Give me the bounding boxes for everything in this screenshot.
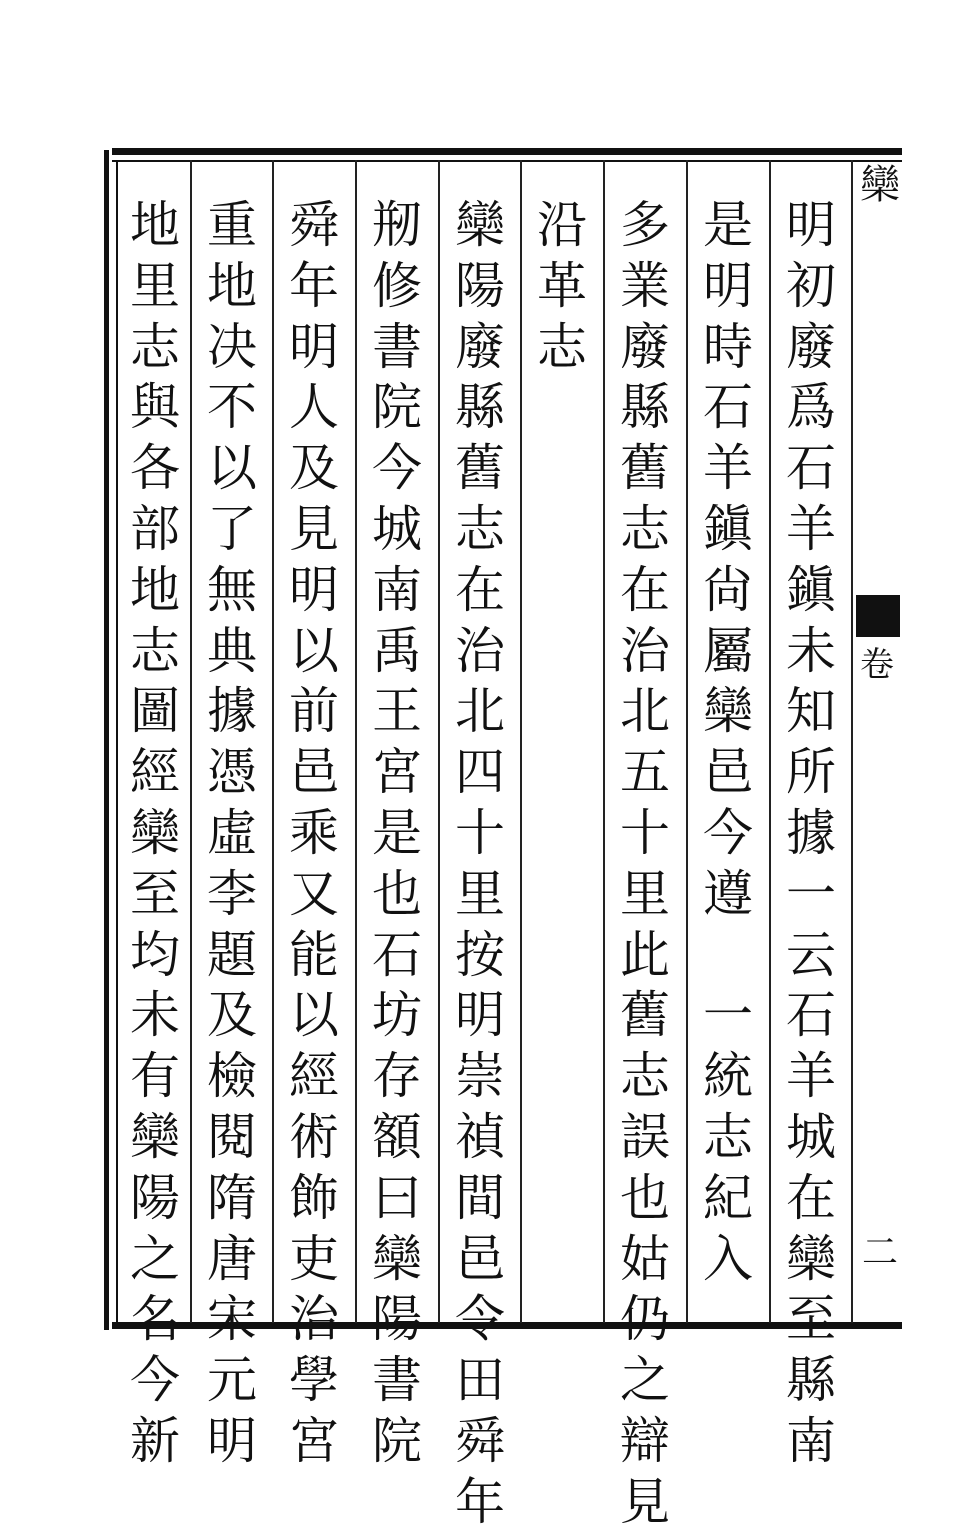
column-char: 欒 [786,1229,836,1288]
column-char: 志 [455,499,505,558]
column-char: 據 [207,682,257,741]
column-char: 崇 [455,1047,505,1106]
column-char: 今 [703,803,753,862]
column-char: 縣 [620,378,670,437]
column-char: 里 [620,864,670,923]
column-char: 院 [372,1411,422,1470]
column-char: 經 [130,743,180,802]
column-char: 人 [289,378,339,437]
column-char: 禹 [372,621,422,680]
column-char: 志 [130,621,180,680]
column-char: 此 [620,925,670,984]
column-char: 紀 [703,1168,753,1227]
column-rule [272,160,274,1323]
column-char: 據 [786,803,836,862]
column-char: 今 [130,1351,180,1410]
column-char: 地 [130,196,180,254]
column-char: 了 [207,499,257,558]
column-char: 欒 [130,803,180,862]
frame-left-inner-border [116,160,118,1325]
margin-volume-char: 卷 [860,645,894,685]
column-char: 及 [207,986,257,1045]
frame-top-inner-border [112,160,902,162]
column-char: 入 [703,1229,753,1288]
column-rule [190,160,192,1323]
column-char: 部 [130,499,180,558]
column-char: 唐 [207,1229,257,1288]
column-char: 北 [455,682,505,741]
column-char: 隋 [207,1168,257,1227]
column-char: 鎭 [786,560,836,619]
column-char: 沿 [537,196,587,254]
column-char: 閱 [207,1107,257,1166]
column-char: 至 [130,864,180,923]
column-rule [603,160,605,1323]
column-char: 縣 [455,378,505,437]
column-char: 城 [786,1107,836,1166]
column-char: 存 [372,1047,422,1106]
column-rule [851,160,853,1323]
column-char: 革 [537,256,587,315]
column-char: 書 [372,317,422,376]
column-char: 王 [372,682,422,741]
column-char: 羊 [786,499,836,558]
column-char: 屬 [703,621,753,680]
text-column-2 [693,196,763,1294]
column-char: 初 [786,256,836,315]
column-char: 書 [372,1351,422,1410]
column-char: 禎 [455,1107,505,1166]
column-char: 新 [130,1411,180,1470]
frame-left-border [104,150,109,1330]
column-char: 廢 [455,317,505,376]
column-char: 宋 [207,1290,257,1349]
column-char: 明 [289,560,339,619]
column-rule [520,160,522,1323]
column-char: 重 [207,196,257,254]
column-char: 欒 [703,682,753,741]
column-char: 舊 [620,986,670,1045]
column-char: 明 [289,317,339,376]
column-char: 誤 [620,1107,670,1166]
column-char: 各 [130,439,180,498]
column-char: 五 [620,743,670,802]
column-char: 今 [372,439,422,498]
column-char: 均 [130,925,180,984]
column-char: 典 [207,621,257,680]
column-char: 邑 [289,743,339,802]
column-char: 廢 [620,317,670,376]
column-char: 以 [207,439,257,498]
column-char: 陽 [130,1168,180,1227]
column-char: 題 [207,925,257,984]
column-char: 縣 [786,1351,836,1410]
text-column-4 [527,196,597,382]
column-char: 遵 [703,864,753,923]
column-char: 年 [289,256,339,315]
text-column-1 [776,196,846,1477]
column-char: 北 [620,682,670,741]
column-char: 宮 [289,1411,339,1470]
column-char: 舜 [289,196,339,254]
column-char: 志 [537,317,587,376]
column-char: 欒 [372,1229,422,1288]
column-char: 田 [455,1351,505,1410]
column-char: 在 [620,560,670,619]
column-char: 志 [620,499,670,558]
column-char: 元 [207,1351,257,1410]
column-char: 一 [786,864,836,923]
text-column-3 [610,196,680,1538]
column-char: 志 [703,1107,753,1166]
column-char: 城 [372,499,422,558]
column-char: 陽 [455,256,505,315]
column-char: 姑 [620,1229,670,1288]
column-char: 檢 [207,1047,257,1106]
column-char: 也 [372,864,422,923]
column-rule [355,160,357,1323]
column-char: 邑 [703,743,753,802]
column-char: 也 [620,1168,670,1227]
column-char: 見 [289,499,339,558]
margin-title-char: 欒 [860,162,900,208]
column-char: 年 [455,1472,505,1531]
column-char: 經 [289,1047,339,1106]
column-char: 里 [130,256,180,315]
column-char: 飾 [289,1168,339,1227]
column-char: 鎭 [703,499,753,558]
column-char: 地 [130,560,180,619]
column-char: 石 [786,439,836,498]
column-char: 至 [786,1290,836,1349]
column-char: 憑 [207,743,257,802]
text-column-5 [445,196,515,1538]
column-char: 不 [207,378,257,437]
column-char [703,930,753,991]
column-char: 南 [786,1411,836,1470]
column-char: 未 [786,621,836,680]
column-char: 學 [289,1351,339,1410]
column-char: 志 [130,317,180,376]
column-char: 圖 [130,682,180,741]
column-rule [438,160,440,1323]
column-char: 明 [207,1411,257,1470]
column-char: 按 [455,925,505,984]
column-char: 廢 [786,317,836,376]
column-char: 石 [372,925,422,984]
column-char: 以 [289,986,339,1045]
text-column-8 [197,196,267,1477]
text-column-6 [362,196,432,1477]
column-char: 陽 [372,1290,422,1349]
column-char: 有 [130,1047,180,1106]
column-char: 名 [130,1290,180,1349]
column-char: 明 [455,986,505,1045]
column-char: 院 [372,378,422,437]
column-char: 治 [455,621,505,680]
page-number: 二 [862,1232,899,1273]
column-char: 與 [130,378,180,437]
column-char: 李 [207,864,257,923]
column-char: 明 [786,196,836,254]
column-char: 石 [786,986,836,1045]
column-char: 十 [455,803,505,862]
text-column-7 [279,196,349,1477]
column-char: 辯 [620,1411,670,1470]
column-char: 業 [620,256,670,315]
column-char: 治 [289,1290,339,1349]
column-char: 令 [455,1290,505,1349]
column-char: 羊 [703,439,753,498]
column-char: 又 [289,864,339,923]
column-char: 知 [786,682,836,741]
column-char: 虛 [207,803,257,862]
column-char: 舊 [455,439,505,498]
column-char: 欒 [455,196,505,254]
column-char: 十 [620,803,670,862]
margin-strip [856,160,900,1325]
column-char: 尙 [703,560,753,619]
column-char: 在 [786,1168,836,1227]
column-char: 治 [620,621,670,680]
column-char: 宮 [372,743,422,802]
column-char: 時 [703,317,753,376]
column-rule [769,160,771,1323]
column-char: 前 [289,682,339,741]
column-char: 修 [372,256,422,315]
column-char: 所 [786,743,836,802]
column-char: 舊 [620,439,670,498]
column-char: 未 [130,986,180,1045]
column-char: 地 [207,256,257,315]
column-char: 里 [455,864,505,923]
column-char: 云 [786,925,836,984]
column-char: 之 [620,1351,670,1410]
column-char: 剏 [372,196,422,254]
column-char: 吏 [289,1229,339,1288]
column-char: 統 [703,1047,753,1106]
column-char: 多 [620,196,670,254]
column-char: 見 [620,1472,670,1531]
column-char: 能 [289,925,339,984]
column-char: 是 [372,803,422,862]
column-char: 羊 [786,1047,836,1106]
column-char: 石 [703,378,753,437]
column-char: 坊 [372,986,422,1045]
column-char: 欒 [130,1107,180,1166]
column-char: 間 [455,1168,505,1227]
column-char: 爲 [786,378,836,437]
column-char: 仍 [620,1290,670,1349]
column-char: 之 [130,1229,180,1288]
column-char: 曰 [372,1168,422,1227]
column-char: 志 [620,1047,670,1106]
column-char: 術 [289,1107,339,1166]
column-char: 决 [207,317,257,376]
text-column-9 [120,196,190,1477]
column-char: 是 [703,196,753,254]
column-rule [686,160,688,1323]
column-char: 及 [289,439,339,498]
fishtail-mark [856,595,900,637]
column-char: 無 [207,560,257,619]
frame-top-border [112,148,902,155]
column-char: 舜 [455,1411,505,1470]
column-char: 乘 [289,803,339,862]
column-char: 邑 [455,1229,505,1288]
column-char: 四 [455,743,505,802]
column-char: 額 [372,1107,422,1166]
column-char: 明 [703,256,753,315]
column-char: 以 [289,621,339,680]
column-char: 南 [372,560,422,619]
column-char: 在 [455,560,505,619]
column-char: 一 [703,986,753,1045]
